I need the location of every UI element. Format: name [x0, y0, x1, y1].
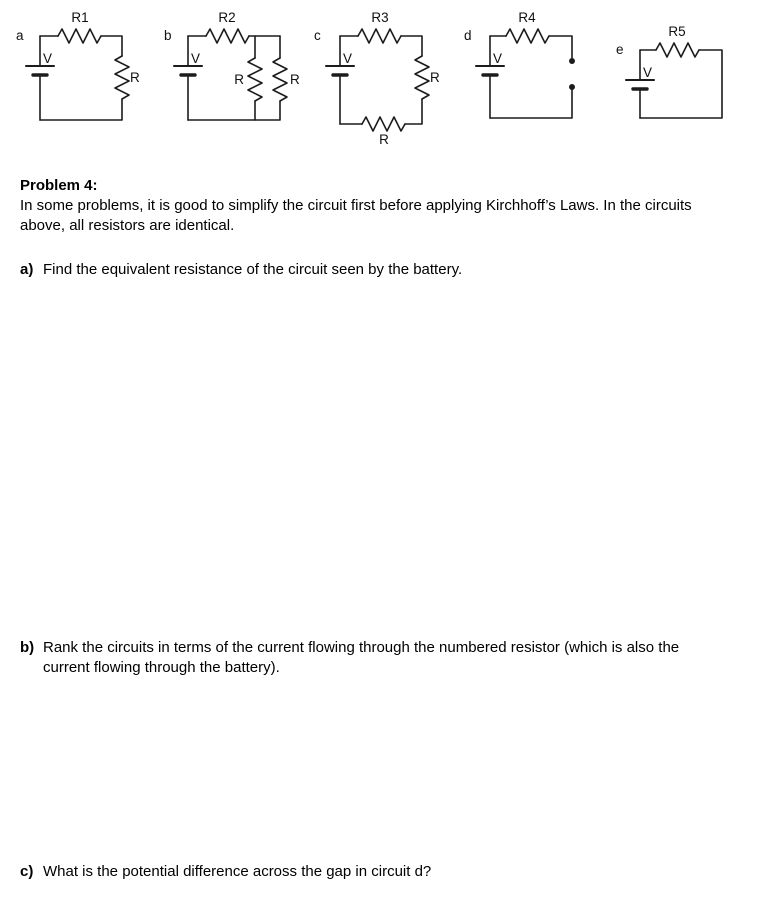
resistor-label: R3 [371, 10, 389, 25]
resistor-icon [206, 29, 249, 43]
resistor-label: R2 [218, 10, 236, 25]
resistor-label: R [130, 70, 140, 85]
resistor-label: R [379, 132, 389, 147]
battery-icon [26, 66, 54, 75]
resistor-icon [358, 29, 401, 43]
battery-icon [174, 66, 202, 75]
circuit-c-diagram [310, 6, 460, 151]
circuit-letter: e [616, 42, 624, 57]
resistor-label: R [290, 72, 300, 87]
battery-label: V [643, 65, 653, 80]
wire [101, 36, 122, 56]
battery-icon [476, 66, 504, 75]
wire [640, 50, 722, 118]
problem-title: Problem 4: [20, 177, 98, 194]
circuit-e-diagram [610, 6, 760, 151]
circuit-b-diagram [160, 6, 310, 151]
circuit-letter: d [464, 28, 472, 43]
circuit-d-diagram [460, 6, 610, 151]
wires [640, 50, 722, 118]
resistor-label: R [234, 72, 244, 87]
problem-part-a [20, 260, 720, 280]
wire [549, 36, 572, 58]
problem-part-b [20, 638, 720, 678]
resistor-label: R [430, 70, 440, 85]
battery-icon [326, 66, 354, 75]
resistor-icon [506, 29, 549, 43]
battery-label: V [343, 51, 353, 66]
resistor-icon [115, 56, 129, 99]
resistor-icon [248, 58, 262, 101]
battery-icon [626, 80, 654, 89]
gap-dot [569, 58, 575, 64]
problem-intro: In some problems, it is good to simplify the circuit first before applying Kirchhoff’s Laws. In the circuits above, all resistors are identical. [20, 197, 692, 234]
wires [340, 36, 422, 124]
wire [401, 36, 422, 56]
part-text: Find the equivalent resistance of the circuit seen by the battery. [43, 261, 463, 278]
gap-icon [569, 58, 575, 90]
wire [405, 99, 422, 124]
resistor-label: R1 [71, 10, 89, 25]
wire [40, 99, 122, 120]
problem-part-c [20, 862, 720, 882]
circuit-letter: b [164, 28, 172, 43]
resistor-label: R5 [668, 24, 686, 39]
wire [490, 90, 572, 118]
part-text: Rank the circuits in terms of the current flowing through the numbered resistor (which is also the current flowing through the battery). [43, 639, 680, 676]
part-text: What is the potential difference across the gap in circuit d? [43, 863, 432, 880]
wires [40, 36, 122, 120]
resistor-icon [656, 43, 699, 57]
battery-label: V [43, 51, 53, 66]
battery-label: V [493, 51, 503, 66]
circuit-letter: a [16, 28, 24, 43]
gap-dot [569, 84, 575, 90]
resistor-icon [273, 58, 287, 101]
resistor-icon [415, 56, 429, 99]
wires [490, 36, 572, 118]
problem-content [0, 176, 768, 882]
part-marker: a) [20, 261, 34, 278]
circuit-a-diagram [10, 6, 160, 151]
resistor-label: R4 [518, 10, 536, 25]
part-marker: c) [20, 863, 34, 880]
resistor-icon [362, 117, 405, 131]
circuit-letter: c [314, 28, 321, 43]
circuits-row [0, 0, 768, 151]
battery-label: V [191, 51, 201, 66]
resistor-icon [58, 29, 101, 43]
wire [188, 101, 280, 120]
part-marker: b) [20, 639, 35, 656]
